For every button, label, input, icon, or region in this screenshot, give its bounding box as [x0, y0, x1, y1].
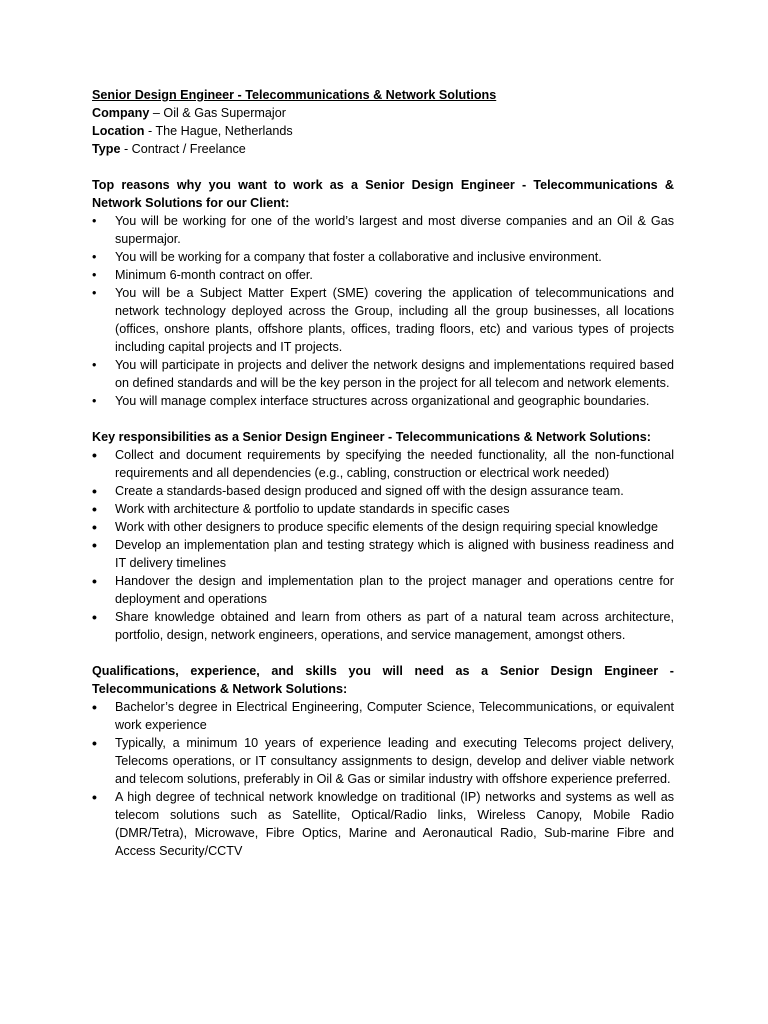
- list-item: • Typically, a minimum 10 years of experience leading and executing Telecoms project delivery, Telecoms operations, or IT consultancy assignments to design, develop and deliver viable network and telecom solutions, preferably in Oil & Gas or similar industry with offshore experience preferred.: [92, 734, 674, 788]
- list-item: • You will be a Subject Matter Expert (SME) covering the application of telecommunications and network technology deployed across the Group, including all the group businesses, all locations (offices, onshore plants, offshore plants, offices, trading floors, etc) and various types of projects including capital projects and IT projects.: [92, 284, 674, 356]
- section-heading-top-reasons: Top reasons why you want to work as a Senior Design Engineer - Telecommunications & Network Solutions for our Client:: [92, 178, 674, 210]
- type-value: Contract / Freelance: [131, 142, 246, 156]
- spacer: [92, 410, 674, 428]
- list-item: • Develop an implementation plan and testing strategy which is aligned with business readiness and IT delivery timelines: [92, 536, 674, 572]
- list-item: • Work with architecture & portfolio to update standards in specific cases: [92, 500, 674, 518]
- list-item: • Work with other designers to produce specific elements of the design requiring special knowledge: [92, 518, 674, 536]
- company-line: [92, 104, 674, 122]
- job-title: Senior Design Engineer - Telecommunications & Network Solutions: [92, 88, 497, 102]
- type-label: Type: [92, 142, 121, 156]
- type-separator: -: [120, 142, 132, 156]
- list-item: • Collect and document requirements by specifying the needed functionality, all the non-functional requirements and all dependencies (e.g., cabling, construction or electrical work needed): [92, 446, 674, 482]
- company-separator: –: [149, 106, 164, 120]
- spacer: [92, 644, 674, 662]
- bullet-list-qualifications: [92, 698, 674, 860]
- section-heading-qualifications: Qualifications, experience, and skills you will need as a Senior Design Engineer - Telecommunications & Network Solutions:: [92, 664, 674, 696]
- location-line: [92, 122, 674, 140]
- list-item: • Handover the design and implementation plan to the project manager and operations centre for deployment and operations: [92, 572, 674, 608]
- list-item: • You will be working for one of the world’s largest and most diverse companies and an Oil & Gas supermajor.: [92, 212, 674, 248]
- company-value: Oil & Gas Supermajor: [163, 106, 286, 120]
- list-item: • You will be working for a company that foster a collaborative and inclusive environment.: [92, 248, 674, 266]
- company-label: Company: [92, 106, 150, 120]
- type-line: [92, 140, 674, 158]
- list-item: • Create a standards-based design produced and signed off with the design assurance team.: [92, 482, 674, 500]
- list-item: • You will participate in projects and deliver the network designs and implementations required based on defined standards and will be the key person in the project for all telecom and network elements.: [92, 356, 674, 392]
- spacer: [92, 158, 674, 176]
- location-separator: -: [144, 124, 156, 138]
- location-value: The Hague, Netherlands: [155, 124, 293, 138]
- job-title-line: [92, 86, 674, 104]
- bullet-list-key-responsibilities: [92, 446, 674, 644]
- list-item: • Bachelor’s degree in Electrical Engineering, Computer Science, Telecommunications, or equivalent work experience: [92, 698, 674, 734]
- bullet-list-top-reasons: [92, 212, 674, 410]
- list-item: • Minimum 6-month contract on offer.: [92, 266, 674, 284]
- location-label: Location: [92, 124, 145, 138]
- list-item: • A high degree of technical network knowledge on traditional (IP) networks and systems as well as telecom solutions such as Satellite, Optical/Radio links, Wireless Canopy, Mobile Radio (DMR/Tetra), Microwave, Fibre Optics, Marine and Aeronautical Radio, Sub-marine Fibre and Access Security/CCTV: [92, 788, 674, 860]
- list-item: • Share knowledge obtained and learn from others as part of a natural team across architecture, portfolio, design, network engineers, operations, and service management, amongst others.: [92, 608, 674, 644]
- list-item: • You will manage complex interface structures across organizational and geographic boundaries.: [92, 392, 674, 410]
- document-page: [92, 86, 674, 860]
- section-heading-key-responsibilities: Key responsibilities as a Senior Design Engineer - Telecommunications & Network Solutions:: [92, 430, 651, 444]
